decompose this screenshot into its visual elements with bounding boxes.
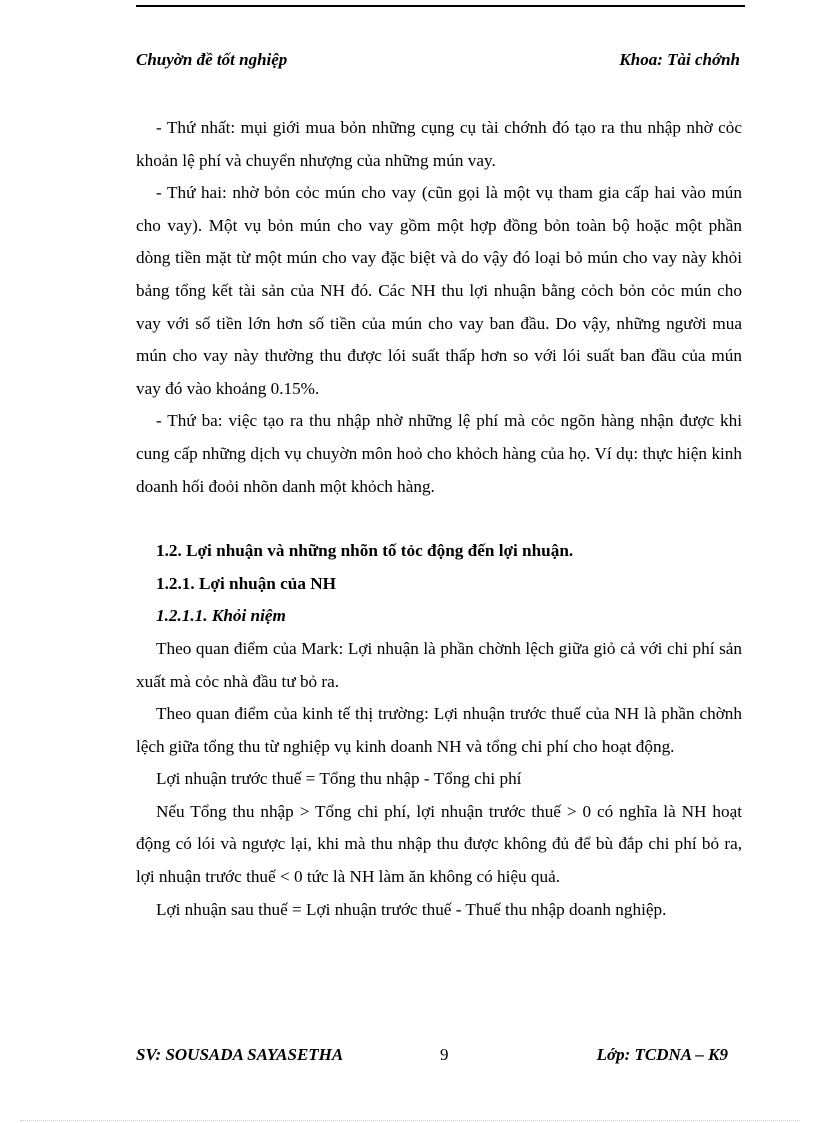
section-heading-1-2-1-1: 1.2.1.1. Khỏi niệm bbox=[156, 606, 286, 626]
page-header bbox=[136, 50, 740, 72]
header-title: Chuyờn đề tốt nghiệp bbox=[136, 50, 288, 69]
section-heading-1-2: 1.2. Lợi nhuận và những nhõn tố tỏc động đến lợi nhuận. bbox=[156, 541, 574, 561]
formula-pretax-profit: Lợi nhuận trước thuế = Tổng thu nhập - Tổng chi phí bbox=[156, 769, 522, 789]
paragraph-first-income: - Thứ nhất: mụi giới mua bỏn những cụng cụ tài chớnh đó tạo ra thu nhập nhờ cỏc khoản lệ phí và chuyển nhượng của những mún vay. bbox=[136, 118, 742, 170]
formula-aftertax-profit: Lợi nhuận sau thuế = Lợi nhuận trước thuế - Thuế thu nhập doanh nghiệp. bbox=[156, 899, 667, 919]
page-body bbox=[136, 112, 742, 926]
page-number: 9 bbox=[440, 1045, 449, 1064]
paragraph-second-income: - Thứ hai: nhờ bỏn cỏc mún cho vay (cũn gọi là một vụ tham gia cấp hai vào mún cho vay). Một vụ bỏn mún cho vay gồm một hợp đồng bỏn toàn bộ hoặc một phần dòng tiền mặt từ một mún cho vay đặc biệt và do vậy đó loại bỏ mún cho vay này khỏi bảng tổng kết tài sản của NH đó. Các NH thu lợi nhuận bằng cỏch bỏn cỏc mún cho vay với số tiền lớn hơn số tiền của mún cho vay ban đầu. Do vậy, những người mua mún cho vay này thường thu được lói suất thấp hơn so với lói suất ban đầu của mún vay đó vào khoảng 0.15%. bbox=[136, 183, 742, 398]
paragraph-third-income: - Thứ ba: việc tạo ra thu nhập nhờ những lệ phí mà cỏc ngõn hàng nhận được khi cung cấp những dịch vụ chuyờn môn hoỏ cho khỏch hàng của họ. Ví dụ: thực hiện kinh doanh hối đoỏi nhõn danh một khỏch hàng. bbox=[136, 411, 742, 496]
header-faculty: Khoa: Tài chớnh bbox=[619, 50, 740, 69]
page-footer bbox=[136, 1045, 740, 1069]
paragraph-market-view: Theo quan điểm của kinh tế thị trường: Lợi nhuận trước thuế của NH là phần chờnh lệch giữa tổng thu từ nghiệp vụ kinh doanh NH và tổng chi phí cho hoạt động. bbox=[136, 704, 742, 756]
paragraph-mark-view: Theo quan điểm của Mark: Lợi nhuận là phần chờnh lệch giữa giỏ cả với chi phí sản xuất mà cỏc nhà đầu tư bỏ ra. bbox=[136, 638, 742, 691]
footer-student-name: SV: SOUSADA SAYASETHA bbox=[136, 1045, 344, 1064]
section-heading-1-2-1: 1.2.1. Lợi nhuận của NH bbox=[156, 573, 337, 593]
paragraph-profit-condition: Nếu Tổng thu nhập > Tổng chi phí, lợi nhuận trước thuế > 0 có nghĩa là NH hoạt động có lói và ngược lại, khi mà thu nhập thu được không đủ để bù đắp chi phí bỏ ra, lợi nhuận trước thuế < 0 tức là NH làm ăn không có hiệu quả. bbox=[136, 801, 742, 887]
page-bottom-border bbox=[20, 1120, 800, 1121]
footer-class: Lớp: TCDNA – K9 bbox=[596, 1045, 728, 1064]
header-rule bbox=[136, 5, 745, 7]
